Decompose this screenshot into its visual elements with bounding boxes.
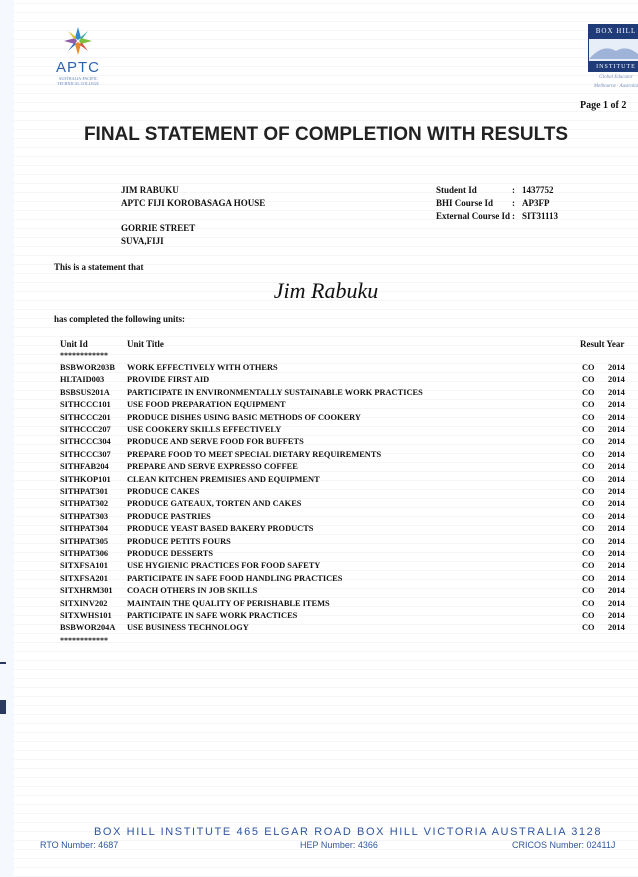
footer-cricos: CRICOS Number: 02411J bbox=[512, 840, 616, 850]
unit-id-cell: SITHCCC304 bbox=[60, 437, 111, 447]
unit-title-cell: PRODUCE YEAST BASED BAKERY PRODUCTS bbox=[127, 524, 314, 534]
bhi-tagline: Global Educator bbox=[599, 75, 633, 80]
year-cell: 2014 bbox=[608, 449, 625, 459]
table-row bbox=[60, 599, 638, 612]
page-number: Page 1 of 2 bbox=[580, 100, 627, 111]
table-row bbox=[60, 611, 638, 624]
table-row bbox=[60, 437, 638, 450]
table-row bbox=[60, 388, 638, 401]
unit-title-cell: PRODUCE GATEAUX, TORTEN AND CAKES bbox=[127, 499, 302, 509]
unit-title-cell: PREPARE FOOD TO MEET SPECIAL DIETARY REQUIREMENTS bbox=[127, 449, 382, 459]
aptc-star-icon bbox=[63, 26, 93, 56]
year-cell: 2014 bbox=[608, 474, 625, 484]
aptc-subtitle: AUSTRALIA-PACIFIC TECHNICAL COLLEGE bbox=[57, 76, 99, 86]
table-row bbox=[60, 537, 638, 550]
table-row bbox=[60, 400, 638, 413]
unit-id-cell: SITXHRM301 bbox=[60, 586, 113, 596]
result-cell: CO bbox=[582, 412, 595, 422]
table-row bbox=[60, 574, 638, 587]
address-line: SUVA,FIJI bbox=[121, 236, 164, 246]
year-cell: 2014 bbox=[608, 623, 625, 633]
unit-id-cell: SITHCCC101 bbox=[60, 400, 111, 410]
result-cell: CO bbox=[582, 549, 595, 558]
result-cell: CO bbox=[582, 598, 595, 608]
col-result-year: Result Year bbox=[580, 339, 625, 349]
table-row bbox=[60, 475, 638, 488]
table-row bbox=[60, 512, 638, 525]
table-row bbox=[60, 462, 638, 475]
year-cell: 2014 bbox=[608, 375, 625, 385]
unit-title-cell: PARTICIPATE IN SAFE WORK PRACTICES bbox=[127, 611, 298, 620]
unit-title-cell: COACH OTHERS IN JOB SKILLS bbox=[127, 586, 258, 596]
result-cell: CO bbox=[582, 375, 595, 385]
result-cell: CO bbox=[582, 623, 595, 633]
table-row bbox=[60, 549, 638, 562]
year-cell: 2014 bbox=[608, 437, 625, 447]
footer-rto: RTO Number: 4687 bbox=[40, 840, 119, 850]
result-cell: CO bbox=[582, 474, 595, 484]
year-cell: 2014 bbox=[608, 412, 625, 422]
box-hill-logo bbox=[588, 24, 638, 90]
result-cell: CO bbox=[582, 511, 595, 521]
address-line: APTC FIJI KOROBASAGA HOUSE bbox=[121, 198, 266, 208]
unit-id-cell: SITHPAT306 bbox=[60, 549, 109, 558]
result-cell: CO bbox=[582, 536, 595, 546]
bhi-top-label: BOX HILL bbox=[588, 24, 638, 38]
year-cell: 2014 bbox=[608, 499, 625, 509]
table-row bbox=[60, 487, 638, 500]
unit-id-cell: SITXINV202 bbox=[60, 598, 108, 608]
year-cell: 2014 bbox=[608, 487, 625, 496]
unit-id-cell: SITHPAT301 bbox=[60, 487, 109, 496]
unit-id-cell: BSBWOR203B bbox=[60, 363, 115, 372]
result-cell: CO bbox=[582, 573, 595, 583]
year-cell: 2014 bbox=[608, 387, 625, 397]
bhi-bottom-label: INSTITUTE bbox=[588, 62, 638, 72]
year-cell: 2014 bbox=[608, 598, 625, 608]
unit-id-cell: SITHFAB204 bbox=[60, 462, 109, 472]
unit-title-cell: PRODUCE CAKES bbox=[127, 487, 200, 496]
unit-id-cell: SITHPAT303 bbox=[60, 511, 109, 521]
result-cell: CO bbox=[582, 561, 595, 571]
year-cell: 2014 bbox=[608, 400, 625, 410]
unit-title-cell: USE BUSINESS TECHNOLOGY bbox=[127, 623, 249, 633]
bhi-course-id-label: BHI Course Id bbox=[436, 198, 494, 208]
completed-text: has completed the following units: bbox=[54, 314, 186, 324]
table-row bbox=[60, 413, 638, 426]
result-cell: CO bbox=[582, 363, 595, 372]
year-cell: 2014 bbox=[608, 611, 625, 620]
unit-title-cell: WORK EFFECTIVELY WITH OTHERS bbox=[127, 363, 278, 372]
aptc-name: APTC bbox=[55, 59, 100, 76]
unit-id-cell: SITXFSA201 bbox=[60, 573, 108, 583]
info-colon: : bbox=[512, 185, 515, 195]
address-line: JIM RABUKU bbox=[121, 185, 179, 195]
address-line: GORRIE STREET bbox=[121, 223, 196, 233]
result-cell: CO bbox=[582, 400, 595, 410]
unit-title-cell: PRODUCE DESSERTS bbox=[127, 549, 214, 558]
unit-id-cell: SITHPAT304 bbox=[60, 524, 109, 534]
result-cell: CO bbox=[582, 524, 595, 534]
year-cell: 2014 bbox=[608, 536, 625, 546]
unit-title-cell: PRODUCE PETITS FOURS bbox=[127, 536, 231, 546]
student-id-value: 1437752 bbox=[522, 185, 554, 195]
unit-title-cell: PARTICIPATE IN SAFE FOOD HANDLING PRACTICES bbox=[127, 573, 343, 583]
result-cell: CO bbox=[582, 611, 595, 620]
col-unit-id: Unit Id bbox=[60, 339, 88, 349]
result-cell: CO bbox=[582, 499, 595, 509]
table-row bbox=[60, 524, 638, 537]
table-row bbox=[60, 561, 638, 574]
year-cell: 2014 bbox=[608, 524, 625, 534]
unit-id-cell: SITXFSA101 bbox=[60, 561, 108, 571]
unit-title-cell: PROVIDE FIRST AID bbox=[127, 375, 210, 385]
unit-id-cell: SITHKOP101 bbox=[60, 474, 111, 484]
unit-id-cell: HLTAID003 bbox=[60, 375, 105, 385]
unit-title-cell: CLEAN KITCHEN PREMISIES AND EQUIPMENT bbox=[127, 474, 320, 484]
year-cell: 2014 bbox=[608, 363, 625, 372]
year-cell: 2014 bbox=[608, 573, 625, 583]
bhi-hill-icon bbox=[589, 39, 638, 61]
info-colon: : bbox=[512, 198, 515, 208]
table-separator-bottom: ************ bbox=[60, 635, 108, 645]
external-course-id-label: External Course Id bbox=[436, 211, 510, 221]
table-row bbox=[60, 375, 638, 388]
year-cell: 2014 bbox=[608, 511, 625, 521]
bhi-course-id-value: AP3FP bbox=[522, 198, 550, 208]
result-cell: CO bbox=[582, 449, 595, 459]
result-cell: CO bbox=[582, 425, 595, 434]
footer-hep: HEP Number: 4366 bbox=[300, 840, 378, 850]
unit-id-cell: SITHCCC207 bbox=[60, 425, 111, 434]
year-cell: 2014 bbox=[608, 561, 625, 571]
unit-title-cell: PREPARE AND SERVE EXPRESSO COFFEE bbox=[127, 462, 298, 472]
unit-id-cell: BSBWOR204A bbox=[60, 623, 116, 633]
result-cell: CO bbox=[582, 487, 595, 496]
result-cell: CO bbox=[582, 462, 595, 472]
result-cell: CO bbox=[582, 586, 595, 596]
unit-title-cell: PRODUCE DISHES USING BASIC METHODS OF COOKERY bbox=[127, 412, 361, 422]
unit-title-cell: USE FOOD PREPARATION EQUIPMENT bbox=[127, 400, 286, 410]
certificate-page bbox=[14, 0, 638, 877]
table-row bbox=[60, 586, 638, 599]
unit-id-cell: SITXWHS101 bbox=[60, 611, 112, 620]
unit-title-cell: PRODUCE AND SERVE FOOD FOR BUFFETS bbox=[127, 437, 304, 447]
footer-address: BOX HILL INSTITUTE 465 ELGAR ROAD BOX HILL VICTORIA AUSTRALIA 3128 bbox=[94, 826, 603, 838]
unit-id-cell: BSBSUS201A bbox=[60, 387, 110, 397]
col-unit-title: Unit Title bbox=[127, 339, 164, 349]
unit-id-cell: SITHPAT302 bbox=[60, 499, 109, 509]
table-row bbox=[60, 623, 638, 636]
bhi-emblem bbox=[588, 38, 638, 62]
student-name: Jim Rabuku bbox=[273, 278, 379, 303]
unit-id-cell: SITHCCC201 bbox=[60, 412, 111, 422]
info-colon: : bbox=[512, 211, 515, 221]
aptc-logo bbox=[48, 26, 108, 86]
left-edge-mark bbox=[0, 700, 6, 714]
unit-id-cell: SITHPAT305 bbox=[60, 536, 109, 546]
table-row bbox=[60, 425, 638, 438]
statement-intro: This is a statement that bbox=[54, 262, 144, 272]
unit-title-cell: USE HYGIENIC PRACTICES FOR FOOD SAFETY bbox=[127, 561, 321, 571]
unit-title-cell: PARTICIPATE IN ENVIRONMENTALLY SUSTAINABLE WORK PRACTICES bbox=[127, 387, 423, 397]
year-cell: 2014 bbox=[608, 425, 625, 434]
unit-title-cell: PRODUCE PASTRIES bbox=[127, 511, 211, 521]
result-cell: CO bbox=[582, 437, 595, 447]
document-title: FINAL STATEMENT OF COMPLETION WITH RESULTS bbox=[83, 124, 569, 145]
left-edge-mark bbox=[0, 662, 6, 664]
table-row bbox=[60, 499, 638, 512]
year-cell: 2014 bbox=[608, 586, 625, 596]
unit-id-cell: SITHCCC307 bbox=[60, 449, 111, 459]
table-row bbox=[60, 363, 638, 376]
unit-title-cell: MAINTAIN THE QUALITY OF PERISHABLE ITEMS bbox=[127, 598, 330, 608]
unit-title-cell: USE COOKERY SKILLS EFFECTIVELY bbox=[127, 425, 282, 434]
year-cell: 2014 bbox=[608, 462, 625, 472]
result-cell: CO bbox=[582, 387, 595, 397]
student-id-label: Student Id bbox=[436, 185, 477, 195]
external-course-id-value: SIT31113 bbox=[522, 211, 559, 221]
year-cell: 2014 bbox=[608, 549, 625, 558]
bhi-location: Melbourne · Australia bbox=[593, 84, 638, 89]
table-separator-top: ************ bbox=[60, 351, 108, 360]
table-row bbox=[60, 450, 638, 463]
